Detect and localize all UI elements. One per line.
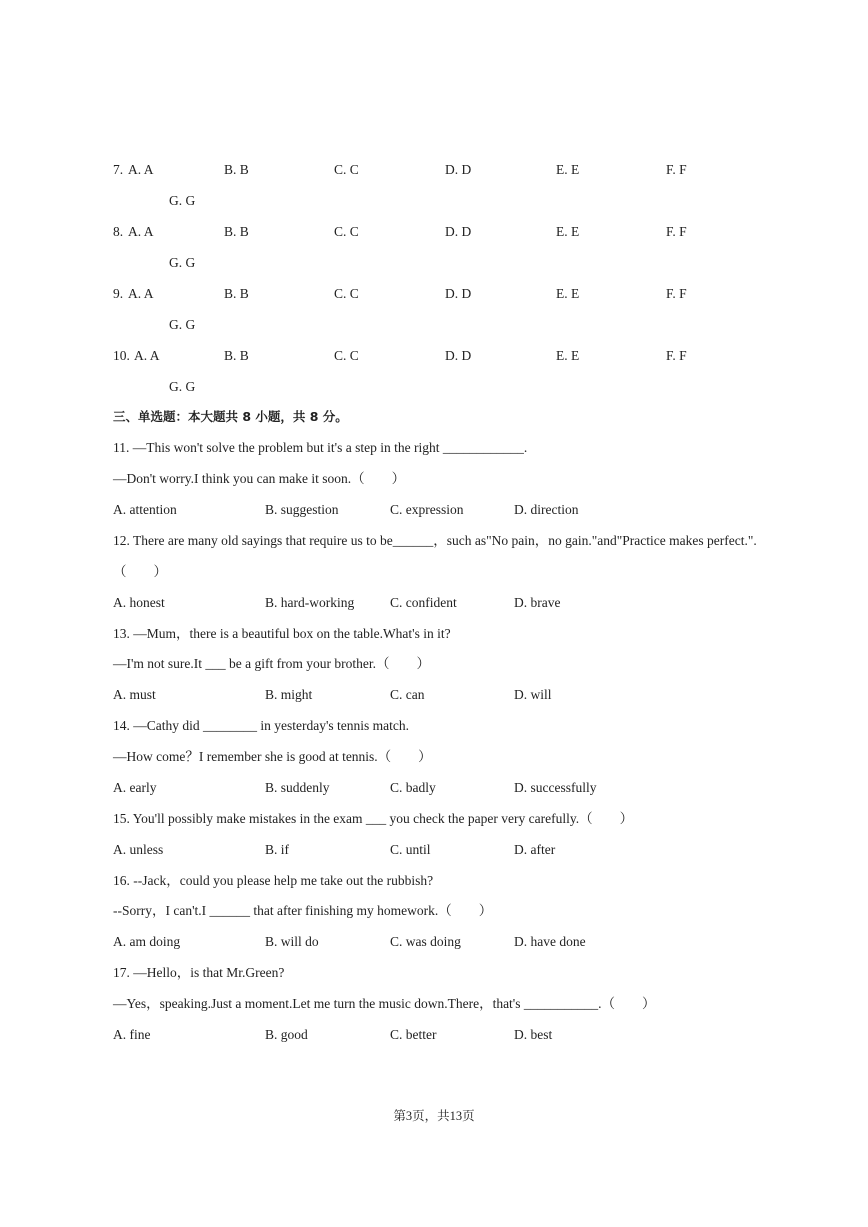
option-f: F. F xyxy=(666,348,687,363)
option-c: C. until xyxy=(390,842,431,857)
option-e: E. E xyxy=(556,224,580,239)
question-number: 7. xyxy=(113,162,124,177)
option-b: B. will do xyxy=(265,934,319,949)
question-stem: 17. —Hello，is that Mr.Green? xyxy=(113,965,285,980)
option-f: F. F xyxy=(666,286,687,301)
option-b: B. B xyxy=(224,348,249,363)
question-stem: 14. —Cathy did ________ in yesterday's tennis match. xyxy=(113,718,410,733)
option-g: G. G xyxy=(169,379,196,394)
option-d: D. best xyxy=(514,1027,553,1042)
option-a: A. A xyxy=(128,286,154,301)
option-b: B. if xyxy=(265,842,290,857)
option-c: C. better xyxy=(390,1027,437,1042)
option-c: C. was doing xyxy=(390,934,461,949)
option-a: A. A xyxy=(128,162,154,177)
section-heading: 三、单选题：本大题共 8 小题，共 8 分。 xyxy=(113,409,348,424)
option-a: A. honest xyxy=(113,595,165,610)
option-a: A. fine xyxy=(113,1027,151,1042)
option-a: A. A xyxy=(134,348,160,363)
option-b: B. B xyxy=(224,286,249,301)
question-stem: —Don't worry.I think you can make it soon.（ ） xyxy=(113,471,406,486)
option-b: B. B xyxy=(224,162,249,177)
option-d: D. direction xyxy=(514,502,579,517)
option-b: B. might xyxy=(265,687,313,702)
option-b: B. good xyxy=(265,1027,308,1042)
option-d: D. successfully xyxy=(514,780,597,795)
option-b: B. hard-working xyxy=(265,595,355,610)
option-d: D. D xyxy=(445,162,472,177)
question-stem: --Sorry，I can't.I ______ that after finishing my homework.（ ） xyxy=(113,903,493,918)
question-number: 8. xyxy=(113,224,124,239)
question-stem: 15. You'll possibly make mistakes in the exam ___ you check the paper very carefully.（ ） xyxy=(113,811,634,826)
option-c: C. C xyxy=(334,224,359,239)
question-stem: 12. There are many old sayings that require us to be______，such as"No pain，no gain."and"Practice makes perfect.". xyxy=(113,533,757,548)
option-b: B. suddenly xyxy=(265,780,330,795)
option-c: C. expression xyxy=(390,502,464,517)
option-e: E. E xyxy=(556,162,580,177)
option-d: D. D xyxy=(445,286,472,301)
question-stem: —I'm not sure.It ___ be a gift from your brother.（ ） xyxy=(113,656,430,671)
option-d: D. D xyxy=(445,348,472,363)
option-e: E. E xyxy=(556,348,580,363)
option-a: A. attention xyxy=(113,502,177,517)
option-c: C. can xyxy=(390,687,425,702)
option-g: G. G xyxy=(169,193,196,208)
option-f: F. F xyxy=(666,224,687,239)
option-a: A. early xyxy=(113,780,157,795)
option-c: C. C xyxy=(334,286,359,301)
option-a: A. am doing xyxy=(113,934,181,949)
option-b: B. suggestion xyxy=(265,502,339,517)
option-d: D. D xyxy=(445,224,472,239)
option-d: D. have done xyxy=(514,934,586,949)
question-stem: （ ） xyxy=(113,564,167,579)
option-c: C. C xyxy=(334,348,359,363)
question-stem: 16. --Jack，could you please help me take out the rubbish? xyxy=(113,873,434,888)
option-a: A. unless xyxy=(113,842,164,857)
question-stem: 11. —This won't solve the problem but it's a step in the right ____________. xyxy=(113,440,528,455)
option-e: E. E xyxy=(556,286,580,301)
option-b: B. B xyxy=(224,224,249,239)
question-stem: —How come？I remember she is good at tennis.（ ） xyxy=(113,749,432,764)
option-g: G. G xyxy=(169,255,196,270)
option-a: A. must xyxy=(113,687,156,702)
option-d: D. will xyxy=(514,687,552,702)
option-a: A. A xyxy=(128,224,154,239)
option-d: D. brave xyxy=(514,595,561,610)
question-stem: —Yes，speaking.Just a moment.Let me turn the music down.There，that's ___________.（ ） xyxy=(113,996,656,1011)
option-c: C. confident xyxy=(390,595,457,610)
option-f: F. F xyxy=(666,162,687,177)
page-footer: 第3页，共13页 xyxy=(393,1109,475,1123)
option-c: C. C xyxy=(334,162,359,177)
option-g: G. G xyxy=(169,317,196,332)
option-d: D. after xyxy=(514,842,556,857)
question-number: 9. xyxy=(113,286,124,301)
question-number: 10. xyxy=(113,348,130,363)
question-stem: 13. —Mum，there is a beautiful box on the table.What's in it? xyxy=(113,626,451,641)
option-c: C. badly xyxy=(390,780,436,795)
